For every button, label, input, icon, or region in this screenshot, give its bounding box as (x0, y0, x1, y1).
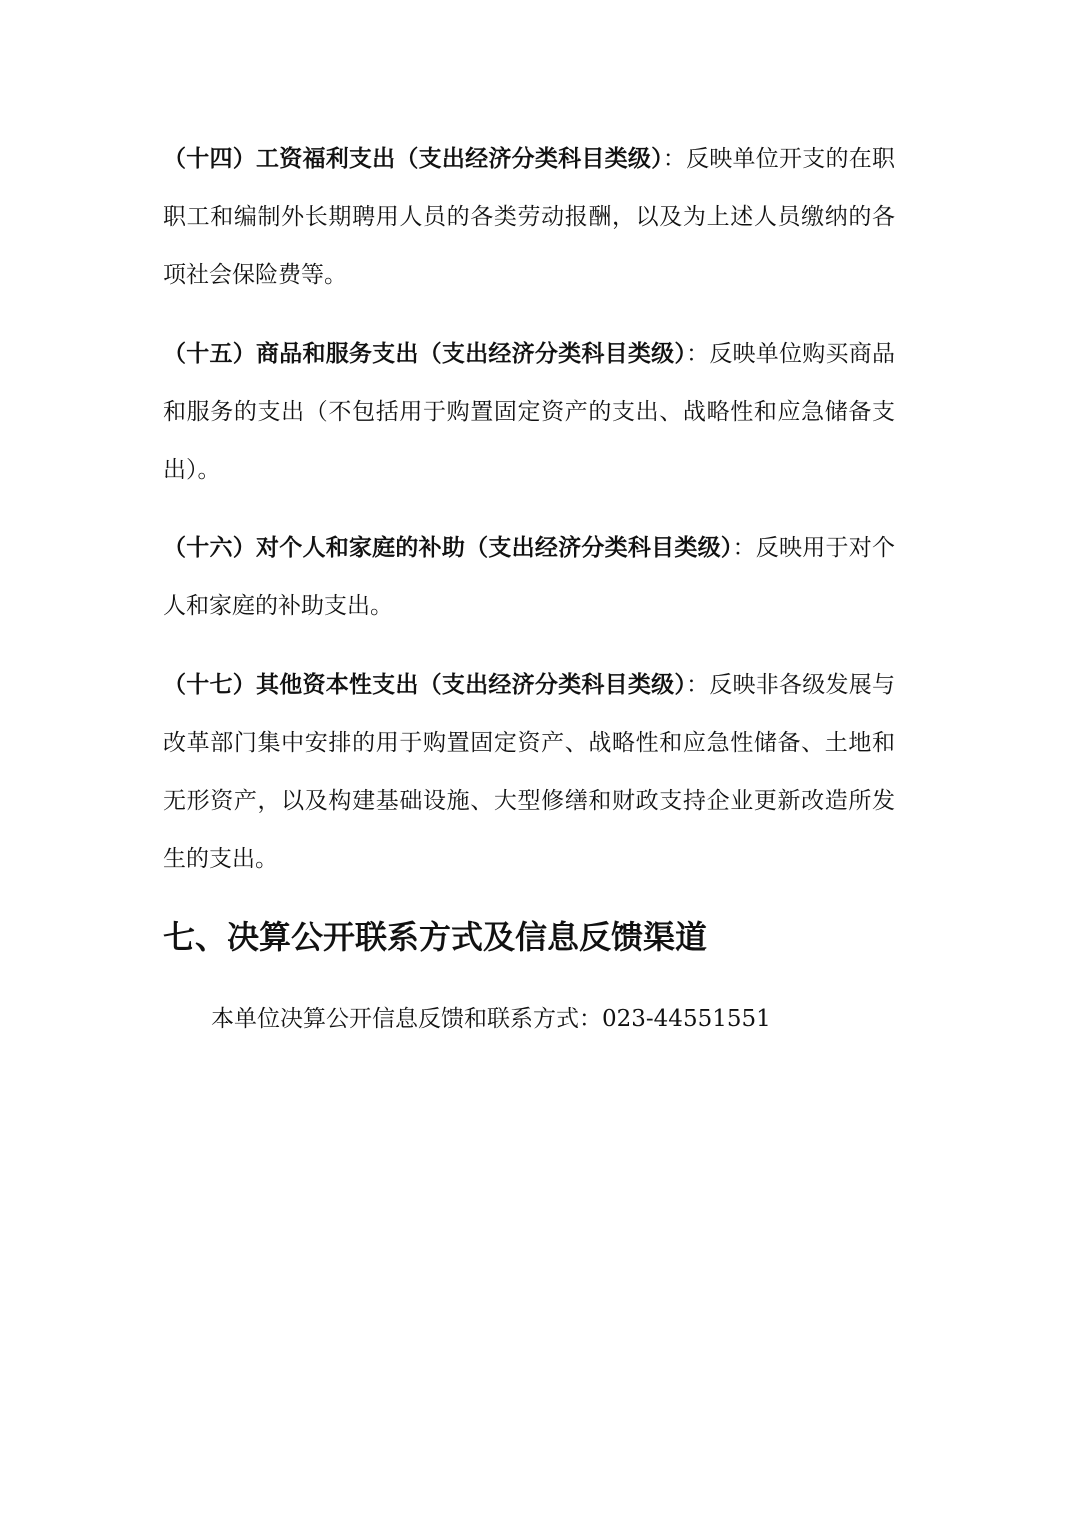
definition-term: （十六）对个人和家庭的补助（支出经济分类科目类级） (163, 534, 733, 561)
definition-term: （十五）商品和服务支出（支出经济分类科目类级） (163, 340, 687, 367)
definition-item-17 (163, 656, 895, 888)
definition-description: ：反映单位开支的在职职工和编制外长期聘用人员的各类劳动报酬，以及为上述人员缴纳的各项社会保险费等。 (163, 146, 896, 288)
definition-term: （十四）工资福利支出（支出经济分类科目类级） (163, 145, 663, 172)
definition-description: ：反映用于对个人和家庭的补助支出。 (163, 535, 896, 619)
contact-info: 本单位决算公开信息反馈和联系方式：023-44551551 (211, 1006, 771, 1032)
definition-item-15 (163, 325, 895, 499)
definition-item-14 (163, 130, 895, 304)
definition-description: ：反映单位购买商品和服务的支出（不包括用于购置固定资产的支出、战略性和应急储备支出）。 (163, 341, 896, 483)
section-heading: 七、决算公开联系方式及信息反馈渠道 (163, 918, 708, 956)
definition-term: （十七）其他资本性支出（支出经济分类科目类级） (163, 671, 687, 698)
definition-description: ：反映非各级发展与改革部门集中安排的用于购置固定资产、战略性和应急性储备、土地和无形资产，以及构建基础设施、大型修缮和财政支持企业更新改造所发生的支出。 (163, 672, 896, 872)
definition-item-16 (163, 519, 895, 635)
